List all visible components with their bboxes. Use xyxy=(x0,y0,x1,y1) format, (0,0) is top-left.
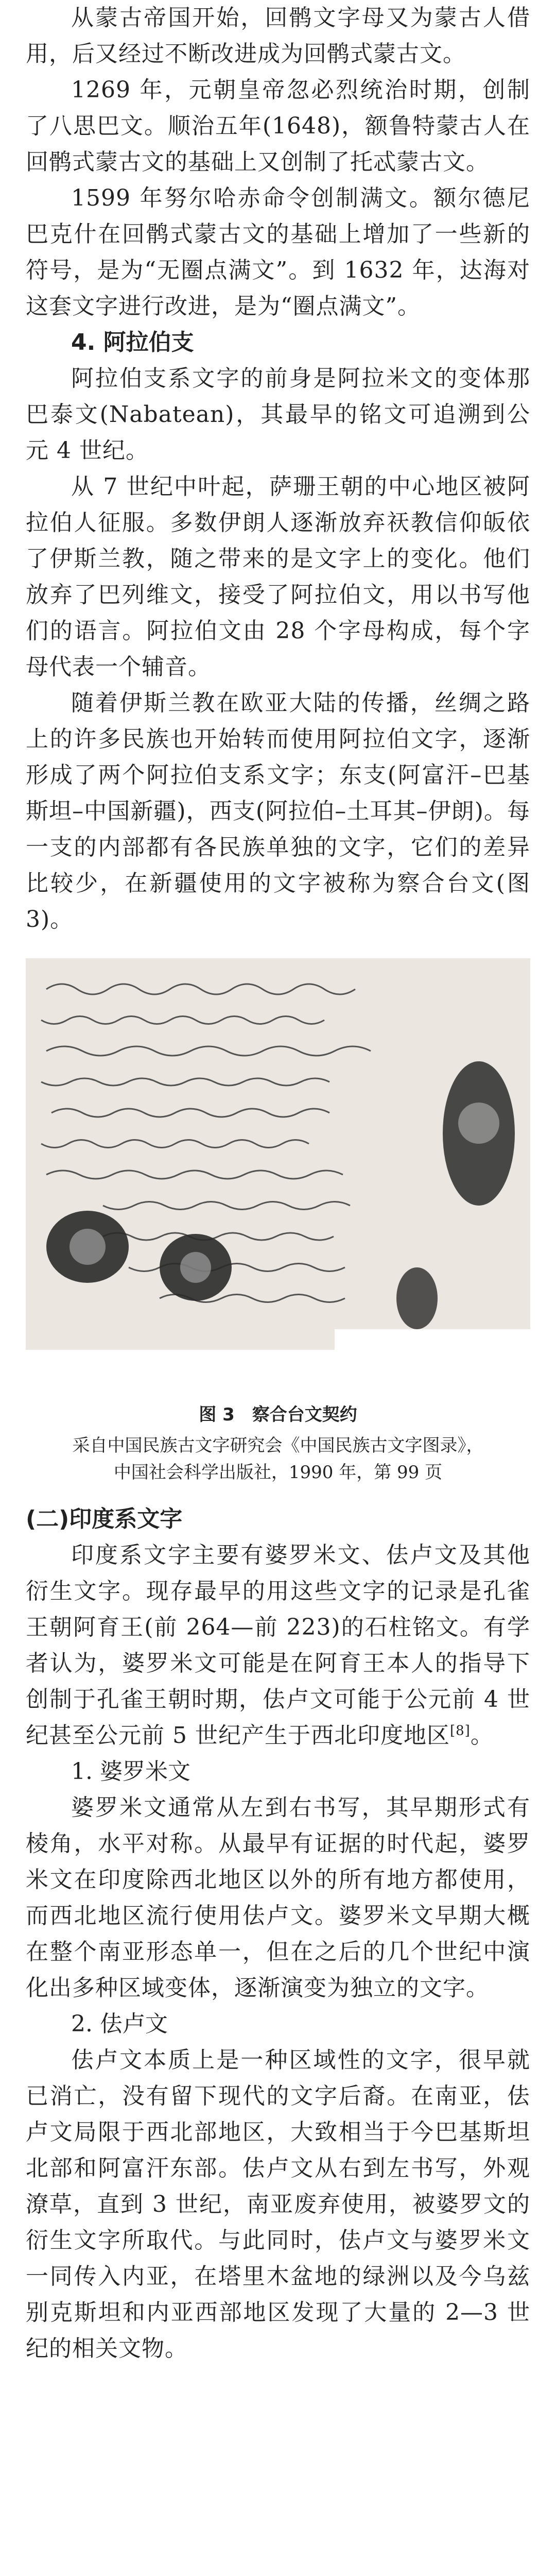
figure-caption-title: 图 3 察合台文契约 xyxy=(199,1404,357,1425)
subheading-brahmi: 1. 婆罗米文 xyxy=(71,1758,190,1785)
paragraph: 婆罗米文通常从左到右书写，其早期形式有棱角，水平对称。从最早有证据的时代起，婆罗米文在印度除西北地区以外的所有地方都使用，而西北地区流行使用佉卢文。婆罗米文早期大概在整个南亚形态单一，但在之后的几个世纪中演化出多种区域变体，逐渐演变为独立的文字。 xyxy=(26,1794,530,2001)
paragraph: 阿拉伯支系文字的前身是阿拉米文的变体那巴泰文(Nabatean)，其最早的铭文可追溯到公元 4 世纪。 xyxy=(26,365,530,464)
chagatai-contract-figure xyxy=(26,958,530,1386)
figure-caption-source: 采自中国民族古文字研究会《中国民族古文字图录》， xyxy=(72,1435,484,1456)
manuscript-image xyxy=(26,958,530,1386)
paragraph-text: 印度系文字主要有婆罗米文、佉卢文及其他衍生文字。现存最早的用这些文字的记录是孔雀王朝阿育王(前 264—前 223)的石柱铭文。有学者认为，婆罗米文可能是在阿育王本人的指导下创制于孔雀王朝时期，佉卢文可能于公元前 4 世纪甚至公元前 5 世纪产生于西北印度地区 xyxy=(26,1542,530,1749)
paragraph: 随着伊斯兰教在欧亚大陆的传播，丝绸之路上的许多民族也开始转而使用阿拉伯文字，逐渐形成了两个阿拉伯支系文字；东支(阿富汗–巴基斯坦–中国新疆)，西支(阿拉伯–土耳其–伊朗)。每一支的内部都有各民族单独的文字，它们的差异比较少，在新疆使用的文字被称为察合台文(图 3)。 xyxy=(26,690,530,933)
section-heading-arabic: 4. 阿拉伯支 xyxy=(71,329,194,355)
paragraph xyxy=(26,1537,530,1754)
paragraph-text: 。 xyxy=(470,1722,494,1749)
footnote-ref[interactable]: [8] xyxy=(449,1723,471,1739)
section-heading-indic: (二)印度系文字 xyxy=(26,1506,183,1532)
paragraph: 从蒙古帝国开始，回鹘文字母又为蒙古人借用，后又经过不断改进成为回鹘式蒙古文。 xyxy=(26,5,530,67)
paragraph: 佉卢文本质上是一种区域性的文字，很早就已消亡，没有留下现代的文字后裔。在南亚，佉卢文局限于西北部地区，大致相当于今巴基斯坦北部和阿富汗东部。佉卢文从右到左书写，外观潦草，直到 3 世纪，南亚废弃使用，被婆罗文的衍生文字所取代。与此同时，佉卢文与婆罗米文一同传入内亚，在塔里木盆地的绿洲以及今乌兹别克斯坦和内亚西部地区发现了大量的 2—3 世纪的相关文物。 xyxy=(26,2047,530,2362)
figure-caption-source: 中国社会科学出版社，1990 年，第 99 页 xyxy=(113,1462,443,1483)
paragraph: 1269 年，元朝皇帝忽必烈统治时期，创制了八思巴文。顺治五年(1648)，额鲁特蒙古人在回鹘式蒙古文的基础上又创制了托忒蒙古文。 xyxy=(26,77,530,175)
paragraph: 1599 年努尔哈赤命令创制满文。额尔德尼巴克什在回鹘式蒙古文的基础上增加了一些新的符号，是为“无圈点满文”。到 1632 年，达海对这套文字进行改进，是为“圈点满文”。 xyxy=(26,185,530,319)
paragraph: 从 7 世纪中叶起，萨珊王朝的中心地区被阿拉伯人征服。多数伊朗人逐渐放弃祆教信仰皈依了伊斯兰教，随之带来的是文字上的变化。他们放弃了巴列维文，接受了阿拉伯文，用以书写他们的语言。阿拉伯文由 28 个字母构成，每个字母代表一个辅音。 xyxy=(26,473,530,680)
subheading-kharosthi: 2. 佉卢文 xyxy=(71,2011,168,2037)
